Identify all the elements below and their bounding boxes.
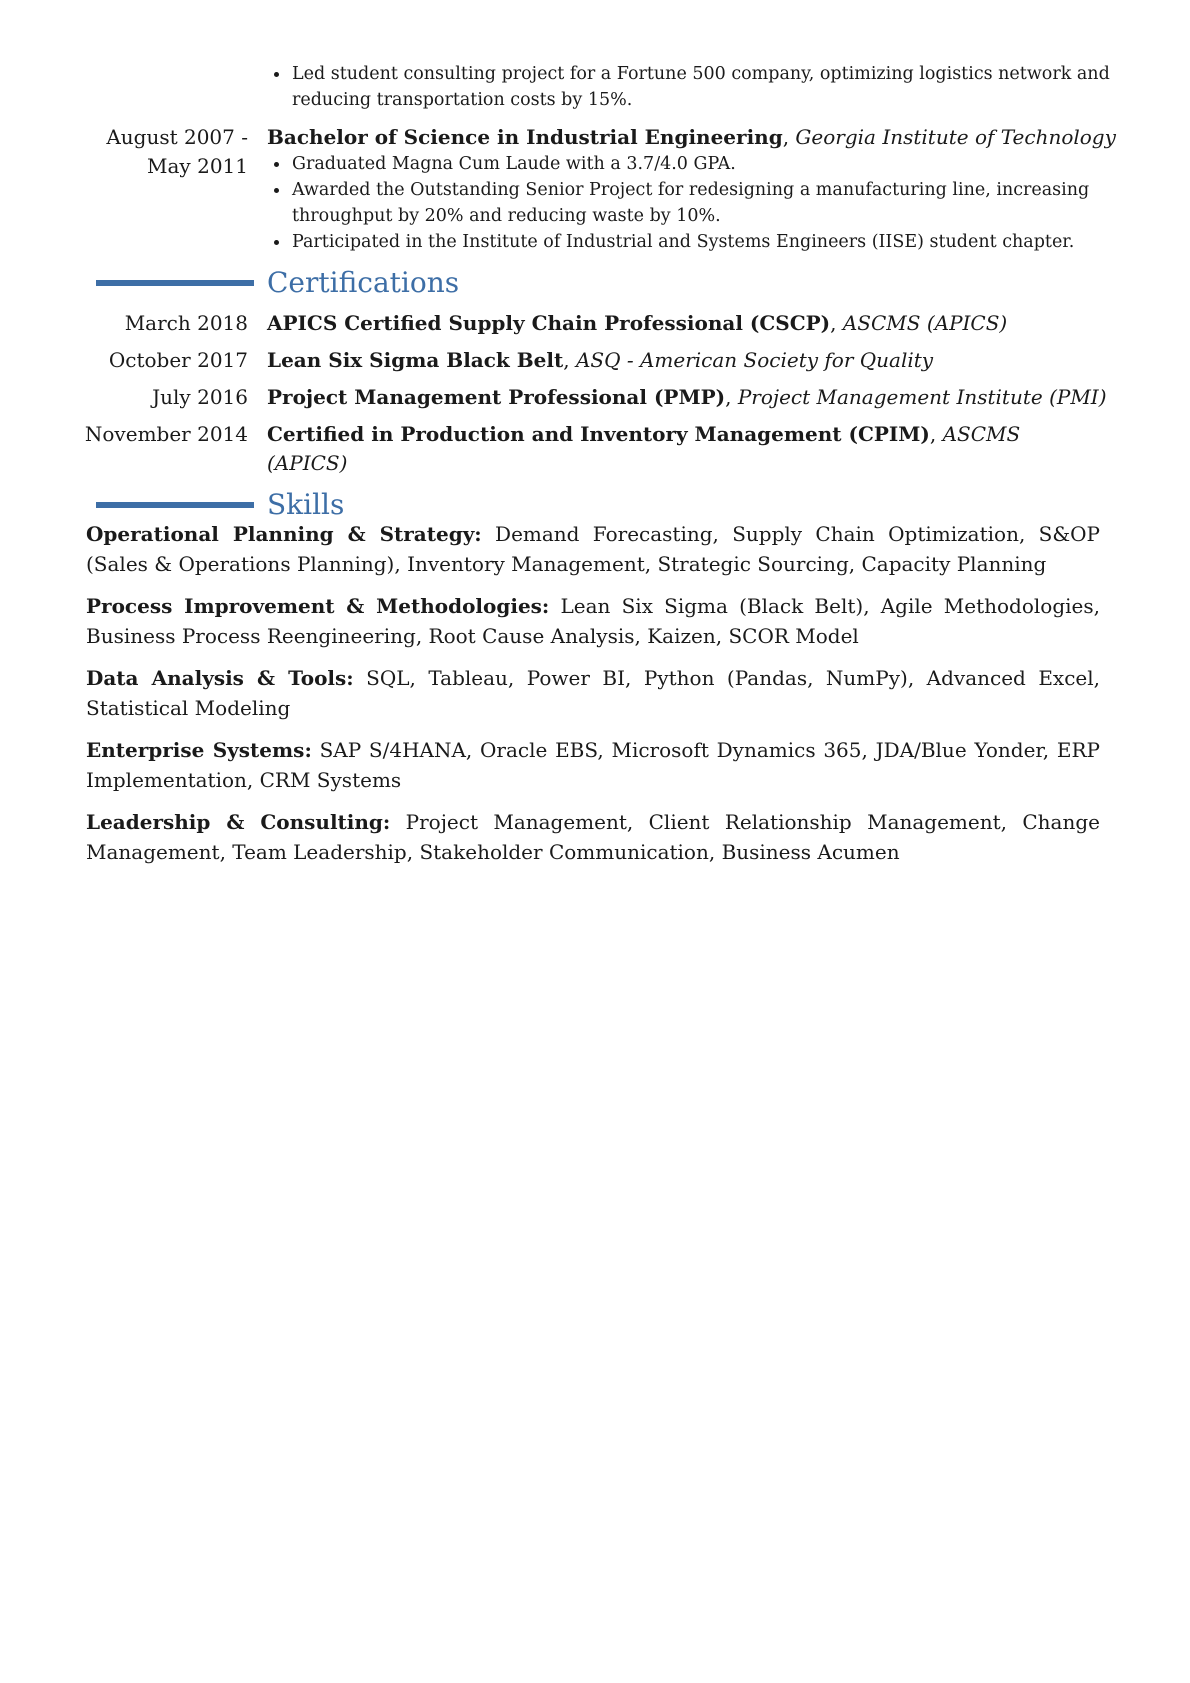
separator: , — [782, 125, 796, 149]
prev-education-bullets — [267, 61, 1112, 113]
separator: , — [563, 348, 576, 372]
separator: , — [830, 311, 843, 335]
skill-values: SQL, Tableau, Power BI, Python (Pandas, NumPy), Advanced Excel, Statistical Modeling — [86, 666, 1100, 720]
skill-values: Demand Forecasting, Supply Chain Optimization, S&OP (Sales & Operations Planning), Inventory Management, Strategic Sourcing, Capacity Planning — [86, 522, 1101, 576]
date-start: August 2007 - — [106, 125, 248, 149]
skill-group — [86, 808, 1100, 867]
skills-list — [86, 520, 1100, 880]
skill-values: Project Management, Client Relationship Management, Change Management, Team Leadership, Stakeholder Communication, Business Acumen — [86, 810, 1100, 864]
separator: , — [725, 385, 738, 409]
degree-title: Bachelor of Science in Industrial Engineering — [267, 125, 783, 149]
education-entry — [267, 123, 1116, 255]
cert-date: October 2017 — [108, 348, 248, 372]
skill-label: Leadership & Consulting: — [86, 810, 391, 834]
cert-name: Certified in Production and Inventory Management (CPIM) — [267, 422, 930, 446]
skill-label: Operational Planning & Strategy: — [86, 522, 482, 546]
cert-entry — [267, 383, 1112, 412]
cert-date: July 2016 — [152, 385, 248, 409]
cert-entry — [267, 309, 1112, 338]
cert-date: November 2014 — [84, 422, 248, 446]
bullet-item: Awarded the Outstanding Senior Project for redesigning a manufacturing line, increasing throughput by 20% and reducing waste by 10%. — [267, 177, 1112, 229]
skill-group — [86, 592, 1100, 651]
date-end: May 2011 — [147, 154, 248, 178]
cert-issuer: Project Management Institute (PMI) — [737, 385, 1107, 409]
cert-entry — [267, 346, 1112, 375]
cert-date: March 2018 — [124, 311, 248, 335]
section-title-certifications: Certifications — [267, 266, 460, 299]
bullet-item: Graduated Magna Cum Laude with a 3.7/4.0 GPA. — [267, 151, 1112, 177]
cert-issuer: ASQ - American Society for Quality — [575, 348, 934, 372]
skill-values: Lean Six Sigma (Black Belt), Agile Methodologies, Business Process Reengineering, Root Cause Analysis, Kaizen, SCOR Model — [86, 594, 1100, 648]
skill-label: Enterprise Systems: — [86, 738, 312, 762]
school-name: Georgia Institute of Technology — [795, 125, 1116, 149]
skill-values: SAP S/4HANA, Oracle EBS, Microsoft Dynamics 365, JDA/Blue Yonder, ERP Implementation, CRM Systems — [86, 738, 1100, 792]
section-bar-skills — [96, 502, 254, 508]
education-heading — [267, 123, 1116, 152]
section-bar-certifications — [96, 280, 254, 286]
cert-issuer: ASCMS (APICS) — [842, 311, 1008, 335]
cert-name: Project Management Professional (PMP) — [267, 385, 726, 409]
education-date — [60, 123, 248, 181]
section-title-skills: Skills — [267, 488, 345, 521]
cert-name: APICS Certified Supply Chain Professional (CSCP) — [267, 311, 831, 335]
bullet-item: Led student consulting project for a Fortune 500 company, optimizing logistics network and reducing transportation costs by 15%. — [267, 61, 1112, 113]
skill-group — [86, 520, 1100, 579]
skill-group — [86, 736, 1100, 795]
cert-entry — [267, 420, 1112, 478]
cert-name: Lean Six Sigma Black Belt — [267, 348, 564, 372]
separator: , — [929, 422, 943, 446]
skill-group — [86, 664, 1100, 723]
skill-label: Process Improvement & Methodologies: — [86, 594, 550, 618]
bullet-item: Participated in the Institute of Industrial and Systems Engineers (IISE) student chapter. — [267, 229, 1112, 255]
skill-label: Data Analysis & Tools: — [86, 666, 354, 690]
cert-issuer-line1: ASCMS — [942, 422, 1021, 446]
cert-issuer-line2: (APICS) — [267, 451, 348, 475]
